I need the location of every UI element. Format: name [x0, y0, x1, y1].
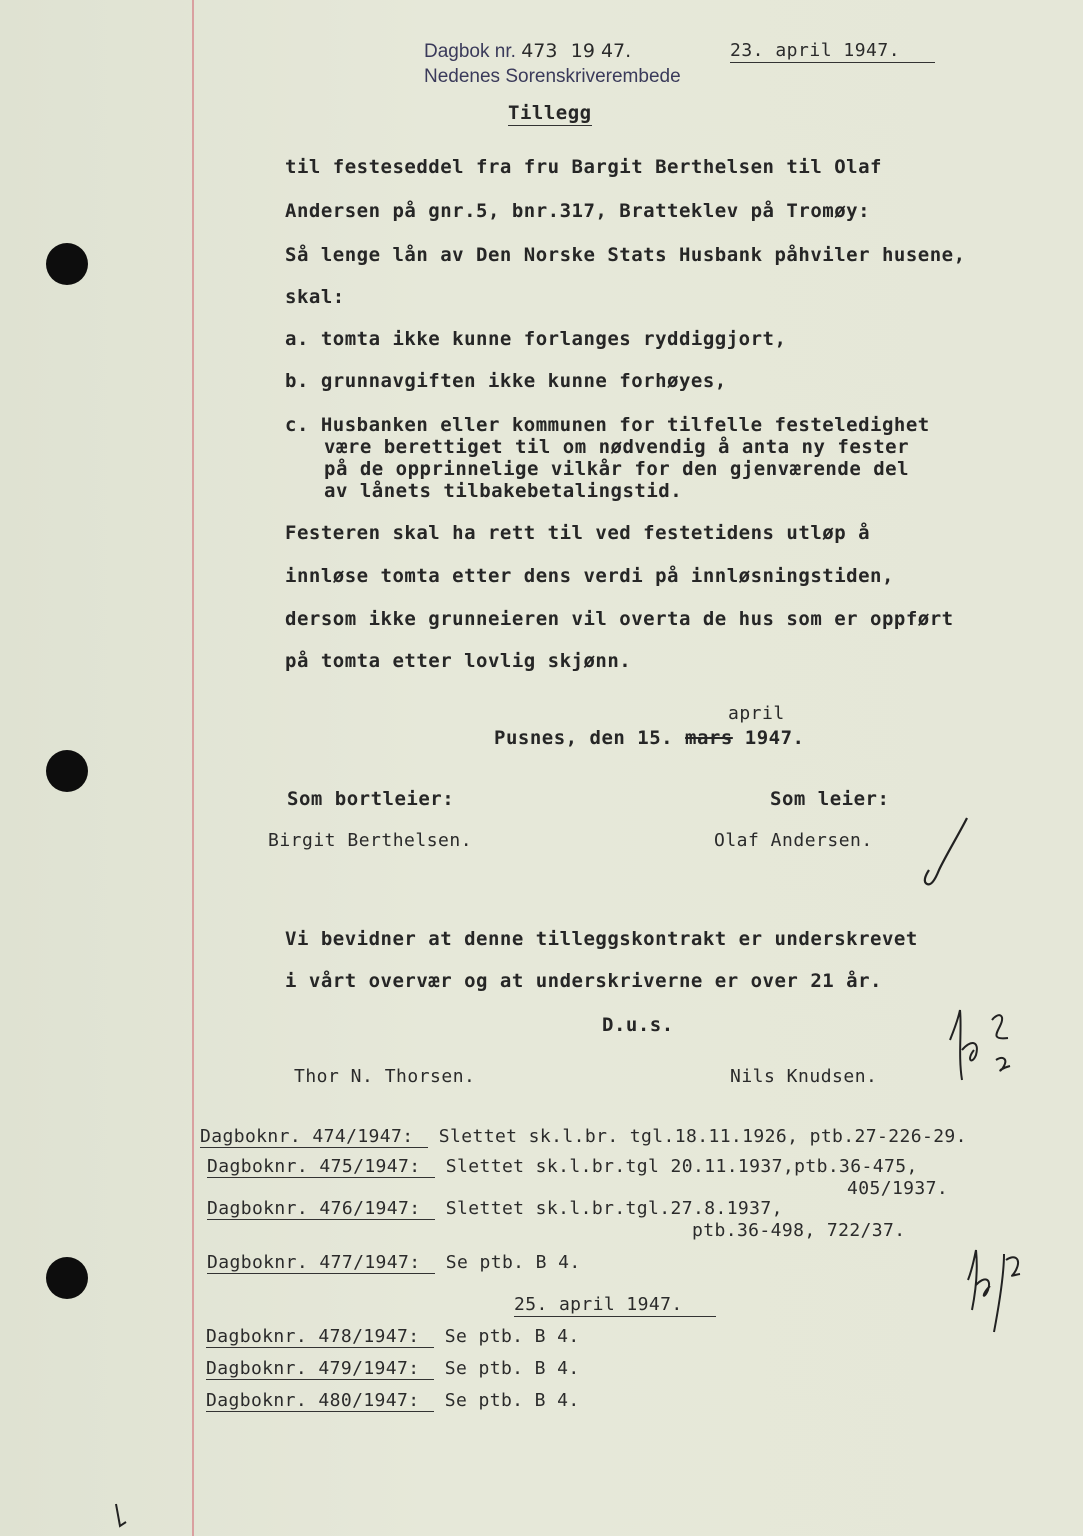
date-correction: april	[728, 703, 785, 724]
list-item-b: b. grunnavgiften ikke kunne forhøyes,	[285, 370, 727, 392]
witness-name-2: Nils Knudsen.	[730, 1066, 878, 1087]
body-line: Så lenge lån av Den Norske Stats Husbank påhviler husene,	[285, 244, 966, 266]
body-line: Andersen på gnr.5, bnr.317, Bratteklev på Tromøy:	[285, 200, 871, 222]
witness-line: Vi bevidner at denne tilleggskontrakt er underskrevet	[285, 928, 918, 950]
struck-month: mars	[685, 727, 733, 749]
register-text: Slettet sk.l.br.tgl.27.8.1937,	[445, 1198, 783, 1219]
body-line: Festeren skal ha rett til ved festetidens utløp å	[285, 522, 871, 544]
stamp-year: 19 47.	[570, 40, 632, 62]
body-line: skal:	[285, 286, 345, 308]
register-entry	[206, 1390, 580, 1412]
register-text: Se ptb. B 4.	[444, 1326, 580, 1347]
lessee-name: Olaf Andersen.	[714, 830, 873, 851]
register-text: Slettet sk.l.br. tgl.18.11.1926, ptb.27-226-29.	[438, 1126, 967, 1147]
punch-hole	[46, 243, 88, 285]
register-entry	[206, 1358, 580, 1380]
register-number: Dagboknr. 478/1947:	[206, 1326, 434, 1348]
stamp-number: 473	[521, 40, 558, 62]
initials-mark	[940, 1000, 1040, 1090]
punch-hole	[46, 1257, 88, 1299]
register-number: Dagboknr. 476/1947:	[207, 1198, 435, 1220]
stamp-prefix: Dagbok nr.	[424, 41, 516, 62]
list-item-c-cont: være berettiget til om nødvendig å anta ny fester	[324, 436, 910, 458]
header-date: 23. april 1947.	[730, 40, 935, 63]
page-title: Tillegg	[508, 102, 592, 124]
body-line: innløse tomta etter dens verdi på innløsningstiden,	[285, 565, 894, 587]
register-date: 25. april 1947.	[514, 1294, 716, 1317]
register-text: Se ptb. B 4.	[444, 1358, 580, 1379]
register-number: Dagboknr. 475/1947:	[207, 1156, 435, 1178]
margin-line	[192, 0, 194, 1536]
list-item-c-cont: på de opprinnelige vilkår for den gjenværende del	[324, 458, 910, 480]
register-entry	[207, 1198, 783, 1220]
stamp-office: Nedenes Sorenskriverembede	[424, 66, 681, 87]
witness-name-1: Thor N. Thorsen.	[294, 1066, 476, 1087]
initials-mark	[960, 1240, 1040, 1340]
punch-hole	[46, 750, 88, 792]
lessor-label: Som bortleier:	[287, 788, 455, 810]
register-text-cont: 405/1937.	[847, 1178, 949, 1199]
body-line: dersom ikke grunneieren vil overta de hus som er oppført	[285, 608, 954, 630]
place-date	[494, 727, 804, 749]
register-entry	[207, 1252, 581, 1274]
signature-mark	[905, 812, 985, 892]
register-entry	[206, 1326, 580, 1348]
journal-stamp	[424, 40, 631, 63]
lessee-label: Som leier:	[770, 788, 890, 810]
register-entry	[200, 1126, 967, 1148]
register-number: Dagboknr. 480/1947:	[206, 1390, 434, 1412]
lessor-name: Birgit Berthelsen.	[268, 830, 473, 851]
list-item-c: c. Husbanken eller kommunen for tilfelle festeledighet	[285, 414, 930, 436]
register-text: Se ptb. B 4.	[444, 1390, 580, 1411]
body-line: til festeseddel fra fru Bargit Berthelsen til Olaf	[285, 156, 882, 178]
corner-mark	[112, 1500, 132, 1530]
body-line: på tomta etter lovlig skjønn.	[285, 650, 632, 672]
register-text: Se ptb. B 4.	[445, 1252, 581, 1273]
register-number: Dagboknr. 477/1947:	[207, 1252, 435, 1274]
register-entry	[207, 1156, 918, 1178]
place-date-year: 1947.	[744, 727, 805, 749]
register-text-cont: ptb.36-498, 722/37.	[692, 1220, 906, 1241]
register-text: Slettet sk.l.br.tgl 20.11.1937,ptb.36-475,	[445, 1156, 918, 1177]
place-date-prefix: Pusnes, den 15.	[494, 727, 674, 749]
list-item-a: a. tomta ikke kunne forlanges ryddiggjort,	[285, 328, 787, 350]
register-number: Dagboknr. 474/1947:	[200, 1126, 428, 1148]
list-item-c-cont: av lånets tilbakebetalingstid.	[324, 480, 683, 502]
register-number: Dagboknr. 479/1947:	[206, 1358, 434, 1380]
witness-line: i vårt overvær og at underskriverne er over 21 år.	[285, 970, 882, 992]
witness-dus: D.u.s.	[602, 1014, 674, 1036]
